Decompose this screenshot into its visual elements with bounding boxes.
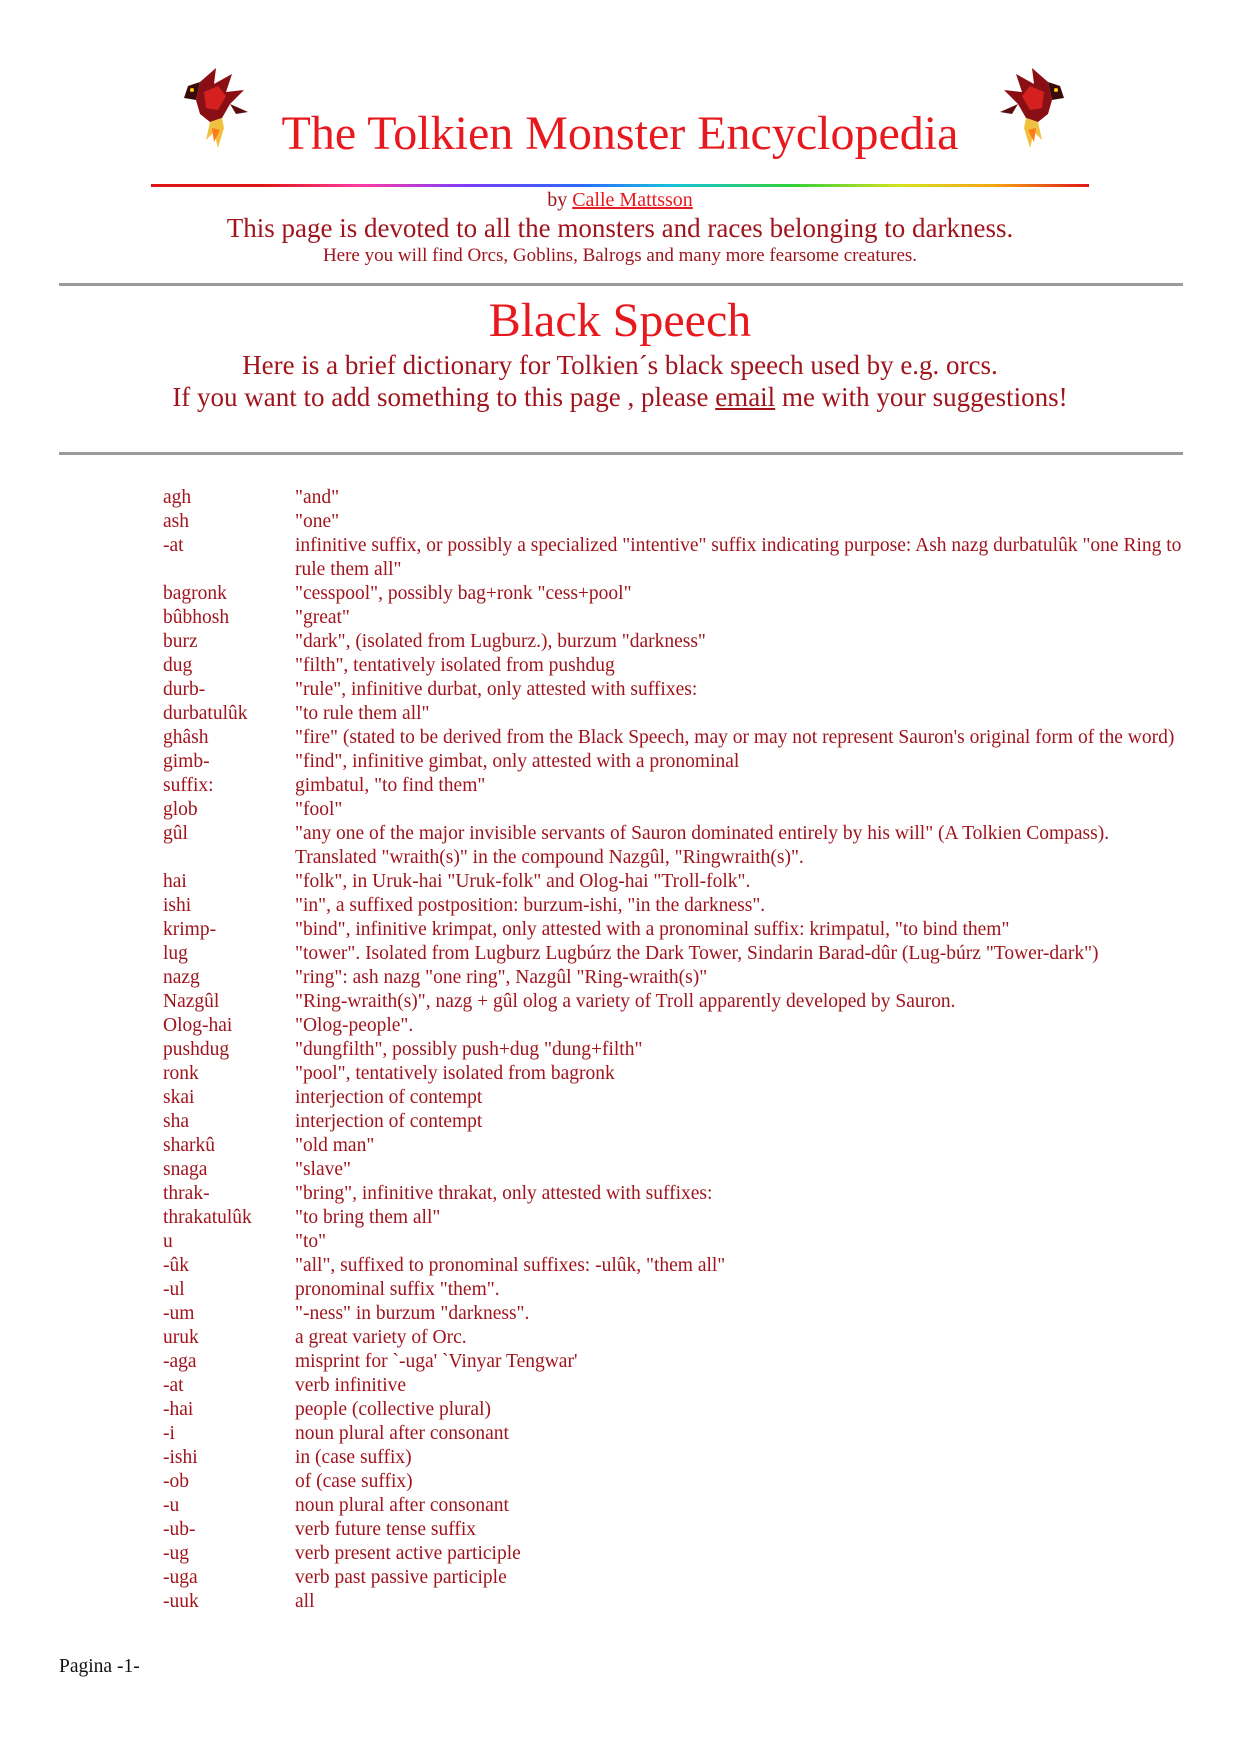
entry-definition: interjection of contempt [295,1087,483,1108]
entry-definition: "rule", infinitive durbat, only attested with suffixes: [295,679,698,700]
dictionary-entry [163,630,1188,654]
entry-definition: "slave" [295,1159,351,1180]
entry-definition: a great variety of Orc. [295,1327,467,1348]
entry-definition: "old man" [295,1135,375,1156]
dictionary-entry [163,1014,1188,1038]
dictionary-entry [163,1398,1188,1422]
dictionary-entry [163,1518,1188,1542]
byline [0,188,1240,212]
entry-definition: interjection of contempt [295,1111,483,1132]
dictionary-entry [163,1110,1188,1134]
site-title: The Tolkien Monster Encyclopedia [281,107,959,160]
entry-definition: "dark", (isolated from Lugburz.), burzum "darkness" [295,631,706,652]
dictionary-entry [163,678,1188,702]
entry-definition: misprint for `-uga' `Vinyar Tengwar' [295,1351,578,1372]
entry-term: thrakatulûk [163,1207,252,1228]
entry-definition: verb past passive participle [295,1567,507,1588]
entry-term: u [163,1231,173,1252]
entry-term: snaga [163,1159,208,1180]
entry-term: ash [163,511,189,532]
dictionary-entry [163,1326,1188,1350]
entry-definition: verb infinitive [295,1375,407,1396]
entry-term: agh [163,487,192,508]
entry-definition: "to" [295,1231,327,1252]
entry-term: -ug [163,1543,189,1564]
entry-definition: "one" [295,511,340,532]
entry-definition: "-ness" in burzum "darkness". [295,1303,530,1324]
dictionary-list [163,486,1188,1614]
dictionary-entry [163,1062,1188,1086]
entry-definition: "pool", tentatively isolated from bagronk [295,1063,615,1084]
entry-definition: "tower". Isolated from Lugburz Lugbúrz the Dark Tower, Sindarin Barad-dûr (Lug-búrz "Tower-dark") [295,943,1099,964]
entry-term: -uga [163,1567,198,1588]
dictionary-entry [163,942,1188,966]
dictionary-entry [163,1278,1188,1302]
entry-term: thrak- [163,1183,210,1204]
dictionary-entry [163,1422,1188,1446]
subtagline: Here you will find Orcs, Goblins, Balrogs and many more fearsome creatures. [322,245,918,266]
dictionary-entry [163,774,1188,798]
dictionary-entry [163,990,1188,1014]
dictionary-entry [163,966,1188,990]
entry-term: gûl [163,823,188,844]
intro-line-2-before: If you want to add something to this page , please [172,382,709,412]
entry-definition: "bring", infinitive thrakat, only attested with suffixes: [295,1183,713,1204]
entry-term: -at [163,535,184,556]
entry-definition: all [295,1591,315,1612]
entry-term: nazg [163,967,200,988]
entry-term: lug [163,943,188,964]
entry-term: hai [163,871,187,892]
entry-term: -um [163,1303,195,1324]
email-link[interactable]: email [715,382,776,412]
site-header [0,0,1240,290]
dictionary-entry [163,1182,1188,1206]
dictionary-entry [163,1230,1188,1254]
entry-term: Nazgûl [163,991,220,1012]
dictionary-entry [163,1494,1188,1518]
intro-line-1: Here is a brief dictionary for Tolkien´s black speech used by e.g. orcs. [242,350,998,380]
dictionary-entry [163,1206,1188,1230]
dictionary-entry [163,1542,1188,1566]
tagline: This page is devoted to all the monsters and races belonging to darkness. [226,213,1014,243]
entry-definition: "ring": ash nazg "one ring", Nazgûl "Ring-wraith(s)" [295,967,708,988]
entry-term: -u [163,1495,180,1516]
entry-term: ishi [163,895,192,916]
entry-term: durb- [163,679,206,700]
dictionary-entry [163,486,1188,510]
dictionary-entry [163,1254,1188,1278]
entry-definition: pronominal suffix "them". [295,1279,500,1300]
dictionary-entry [163,1566,1188,1590]
dictionary-entry [163,1158,1188,1182]
entry-definition: "folk", in Uruk-hai "Uruk-folk" and Olog-hai "Troll-folk". [295,871,751,892]
dictionary-entry [163,510,1188,534]
entry-definition: "to bring them all" [295,1207,441,1228]
dictionary-entry [163,918,1188,942]
dictionary-entry [163,822,1188,870]
entry-term: skai [163,1087,195,1108]
entry-term: -at [163,1375,184,1396]
entry-definition: "bind", infinitive krimpat, only attested with a pronominal suffix: krimpatul, "to bind them" [295,919,1010,940]
entry-definition: "find", infinitive gimbat, only attested with a pronominal [295,751,740,772]
entry-term: Olog-hai [163,1015,233,1036]
entry-definition: "filth", tentatively isolated from pushdug [295,655,615,676]
entry-term: -hai [163,1399,194,1420]
entry-term: pushdug [163,1039,230,1060]
dictionary-entry [163,870,1188,894]
entry-definition: verb future tense suffix [295,1519,477,1540]
dictionary-entry [163,798,1188,822]
entry-definition: "fire" (stated to be derived from the Black Speech, may or may not represent Sauron's original form of the word) [295,727,1175,748]
dictionary-entry [163,750,1188,774]
dictionary-entry [163,582,1188,606]
entry-definition: "to rule them all" [295,703,430,724]
entry-definition: "cesspool", possibly bag+ronk "cess+pool" [295,583,632,604]
dictionary-entry [163,1086,1188,1110]
dictionary-entry [163,702,1188,726]
rainbow-divider [151,184,1089,187]
entry-term: durbatulûk [163,703,248,724]
entry-definition: "dungfilth", possibly push+dug "dung+filth" [295,1039,643,1060]
entry-definition: verb present active participle [295,1543,521,1564]
dictionary-entry [163,1590,1188,1614]
entry-term: -ûk [163,1255,189,1276]
entry-term: bagronk [163,583,227,604]
page-number: Pagina -1- [59,1656,140,1677]
dictionary-entry [163,534,1188,582]
entry-term: glob [163,799,198,820]
dictionary-entry [163,1302,1188,1326]
dictionary-entry [163,1038,1188,1062]
dictionary-entry [163,606,1188,630]
entry-term: gimb- [163,751,210,772]
entry-term: suffix: [163,775,214,796]
entry-term: sharkû [163,1135,215,1156]
entry-definition: noun plural after consonant [295,1495,509,1516]
dictionary-entry [163,1134,1188,1158]
dictionary-entry [163,1446,1188,1470]
entry-term: -ishi [163,1447,198,1468]
entry-term: -uuk [163,1591,199,1612]
entry-definition: infinitive suffix, or possibly a specialized "intentive" suffix indicating purpose: Ash nazg durbatulûk "one Ring to rule them all" [295,535,1182,580]
byline-prefix: by [547,189,568,211]
intro-line-2 [0,381,1240,413]
entry-definition: "all", suffixed to pronominal suffixes: -ulûk, "them all" [295,1255,726,1276]
entry-definition: "Ring-wraith(s)", nazg + gûl olog a variety of Troll apparently developed by Sauron. [295,991,956,1012]
entry-definition: of (case suffix) [295,1471,413,1492]
horizontal-rule [59,283,1183,286]
dictionary-entry [163,1374,1188,1398]
dictionary-entry [163,894,1188,918]
entry-definition: "and" [295,487,340,508]
dictionary-entry [163,726,1188,750]
dictionary-entry [163,654,1188,678]
entry-definition: in (case suffix) [295,1447,412,1468]
entry-term: -i [163,1423,175,1444]
entry-term: sha [163,1111,189,1132]
intro-line-2-after: me with your suggestions! [781,382,1068,412]
entry-term: ghâsh [163,727,209,748]
entry-term: dug [163,655,193,676]
entry-term: -aga [163,1351,197,1372]
dictionary-entry [163,1470,1188,1494]
entry-term: uruk [163,1327,199,1348]
entry-definition: noun plural after consonant [295,1423,509,1444]
entry-definition: people (collective plural) [295,1399,491,1420]
entry-term: -ub- [163,1519,196,1540]
entry-definition: "great" [295,607,350,628]
dictionary-entry [163,1350,1188,1374]
horizontal-rule [59,452,1183,455]
entry-term: -ob [163,1471,189,1492]
entry-term: -ul [163,1279,185,1300]
entry-definition: "any one of the major invisible servants of Sauron dominated entirely by his will" (A Tolkien Compass). Translated "wraith(s)" in the compound Nazgûl, "Ringwraith(s)". [295,823,1110,868]
entry-definition: gimbatul, "to find them" [295,775,486,796]
entry-term: krimp- [163,919,217,940]
entry-term: bûbhosh [163,607,230,628]
author-link[interactable]: Calle Mattsson [572,189,693,211]
entry-term: ronk [163,1063,199,1084]
page-title: Black Speech [488,294,752,347]
entry-definition: "fool" [295,799,343,820]
entry-definition: "in", a suffixed postposition: burzum-ishi, "in the darkness". [295,895,766,916]
entry-definition: "Olog-people". [295,1015,414,1036]
entry-term: burz [163,631,198,652]
